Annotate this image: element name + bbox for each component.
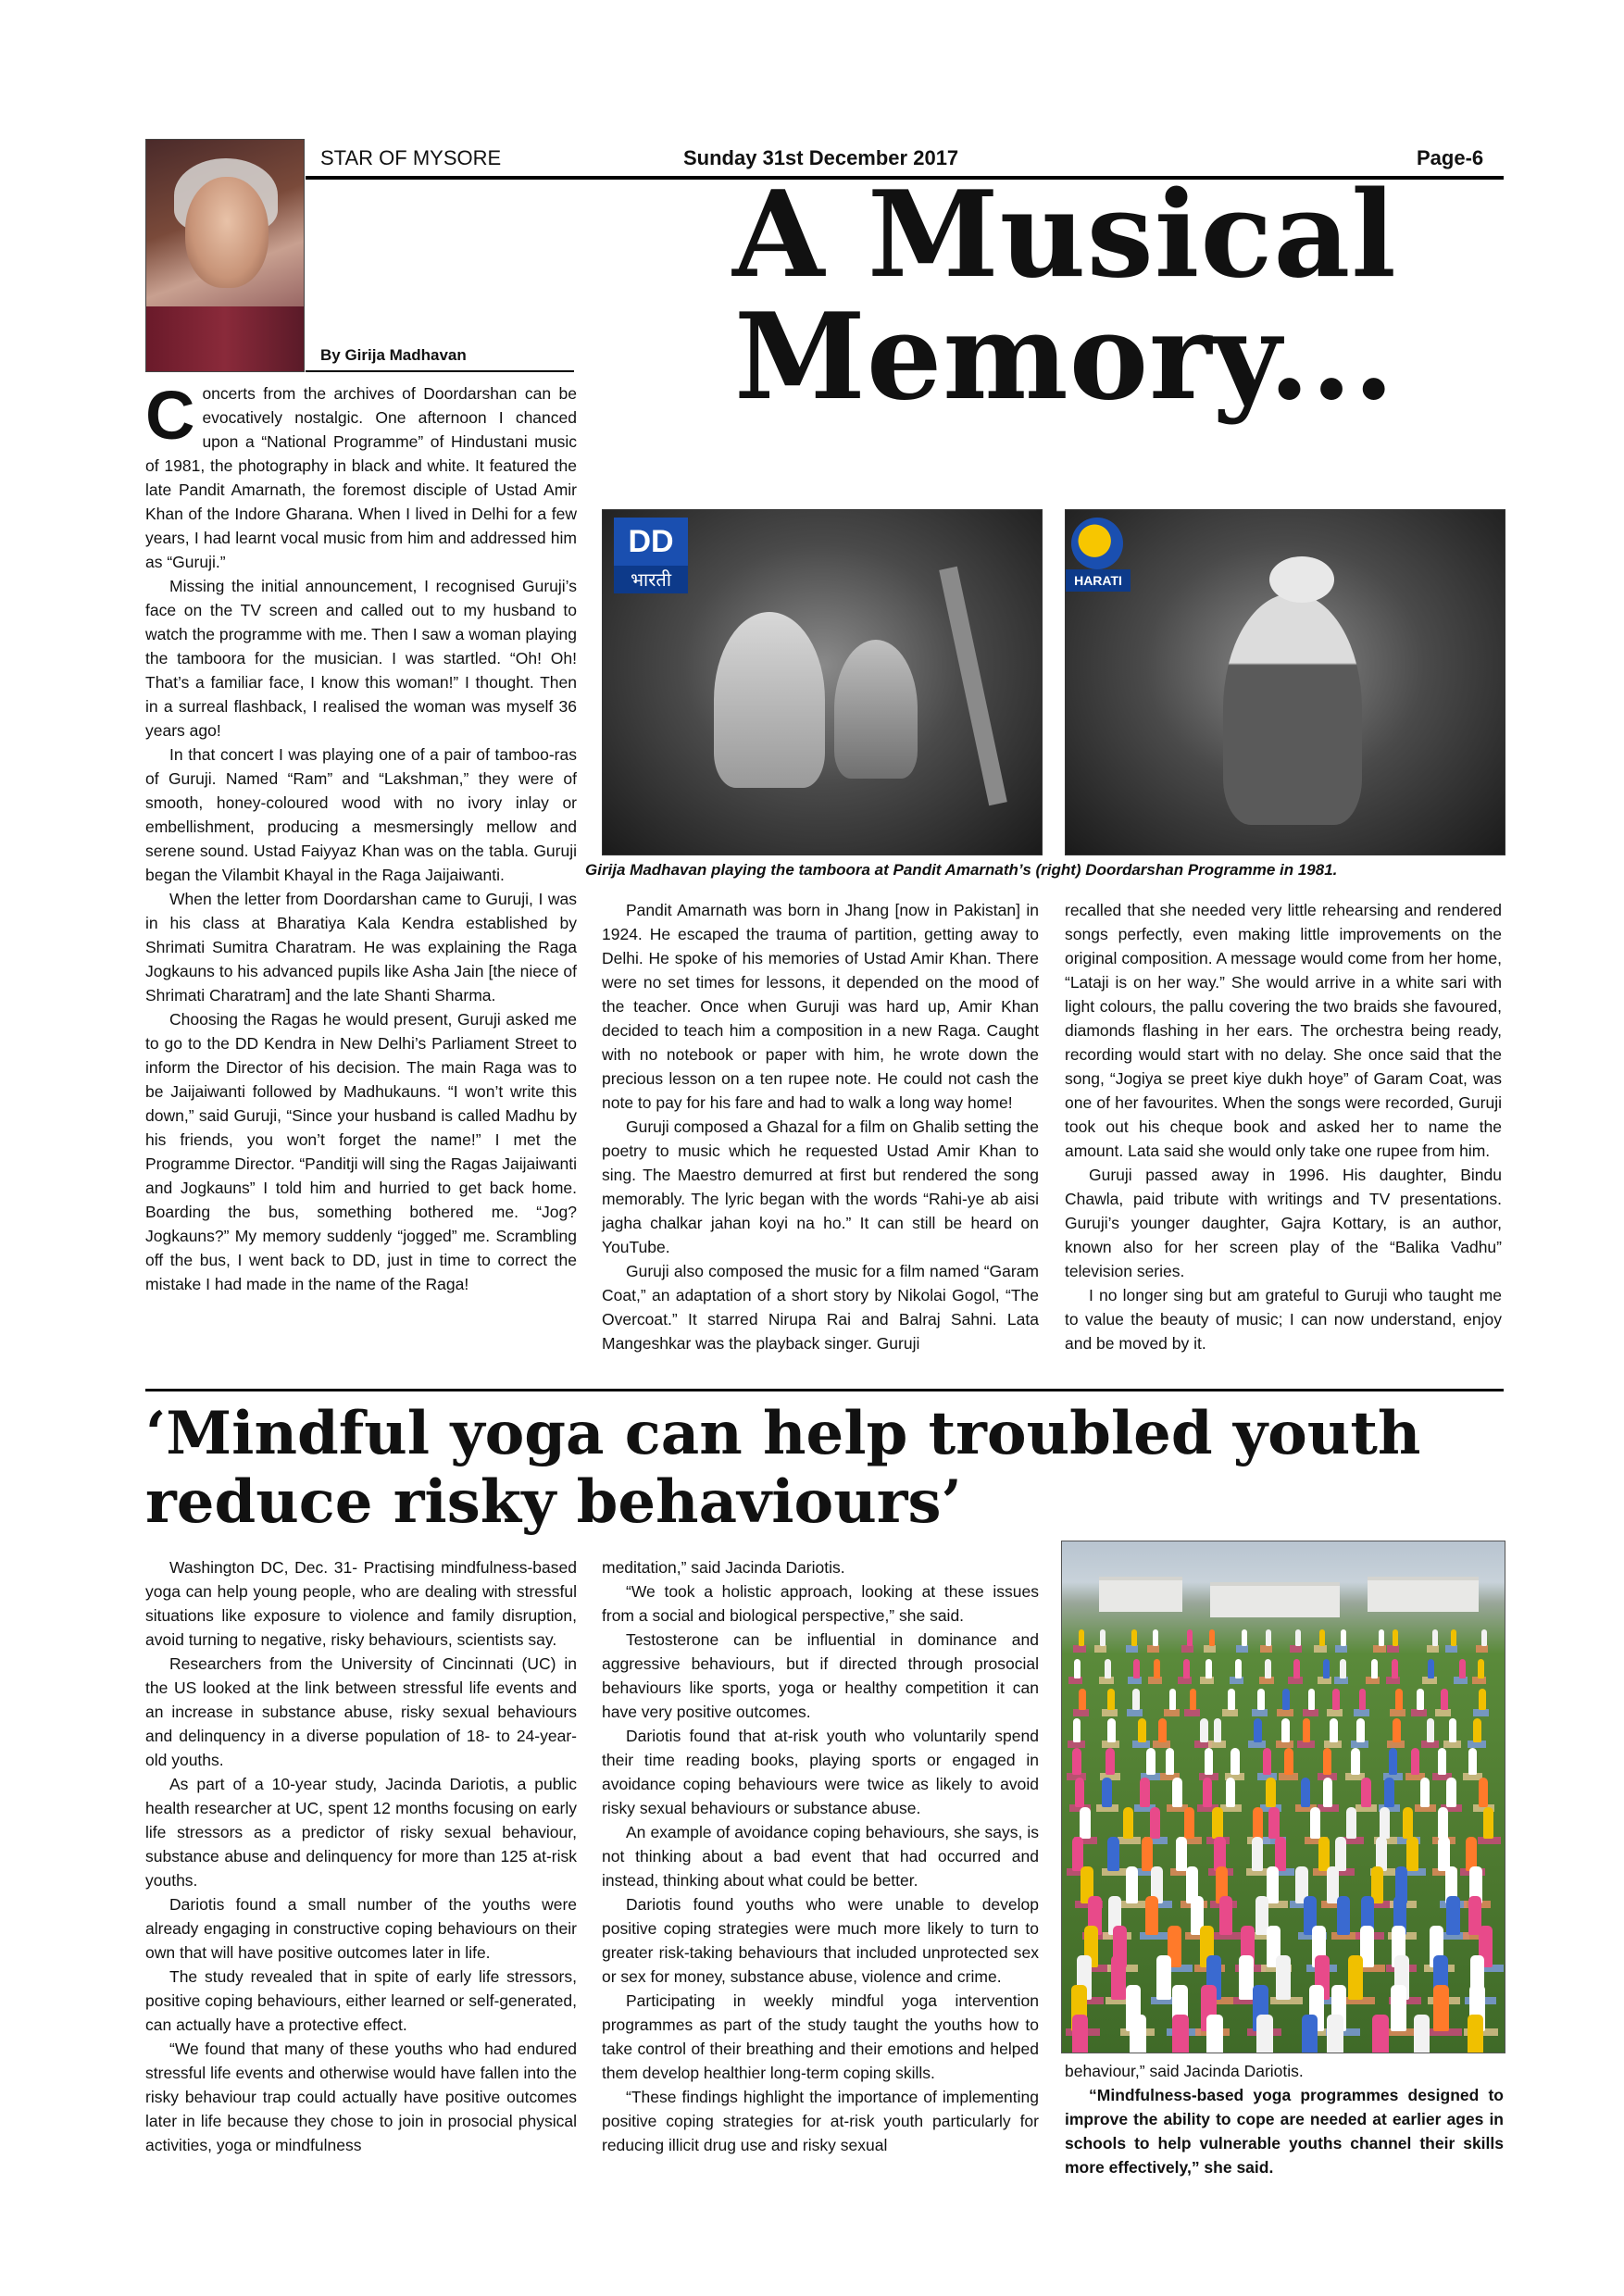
dd-logo: DD bbox=[614, 518, 688, 566]
article1-title-line1: A Musical bbox=[732, 166, 1397, 305]
article2-paragraph: Washington DC, Dec. 31- Practising mindfulness-based yoga can help young people, who are dealing with stressful situations like exposure to violence and family disruption, avoid turning to negative, risky behaviours, scientists say. bbox=[145, 1558, 577, 1649]
masthead-page: Page-6 bbox=[1417, 146, 1484, 169]
yoga-participant bbox=[1433, 1985, 1449, 2031]
yoga-participant bbox=[1441, 1689, 1448, 1710]
yoga-mat bbox=[1184, 1709, 1200, 1716]
yoga-mat bbox=[1387, 1645, 1399, 1653]
yoga-participant bbox=[1379, 1629, 1384, 1646]
yoga-participant bbox=[1428, 1659, 1434, 1678]
yoga-participant bbox=[1145, 1896, 1158, 1935]
yoga-participant bbox=[1072, 2015, 1089, 2053]
yoga-participant bbox=[1190, 1689, 1197, 1710]
article2-title-line1: ‘Mindful yoga can help troubled youth bbox=[145, 1399, 1421, 1468]
yoga-participant bbox=[1138, 1718, 1146, 1742]
yoga-participant bbox=[1459, 1659, 1466, 1678]
article2-column-1 bbox=[145, 1555, 577, 2157]
yoga-participant bbox=[1266, 1629, 1271, 1646]
yoga-participant bbox=[1276, 1955, 1291, 2000]
tamboora-player-figure bbox=[834, 640, 918, 779]
yoga-participant bbox=[1432, 1629, 1438, 1646]
yoga-participant bbox=[1479, 1778, 1489, 1807]
yoga-participant bbox=[1132, 1689, 1140, 1710]
yoga-mat bbox=[1476, 1645, 1488, 1653]
article2-column-2 bbox=[602, 1555, 1039, 2157]
yoga-participant bbox=[1187, 1629, 1193, 1646]
article2-title-line2: reduce risky behaviours’ bbox=[145, 1467, 962, 1537]
author-photo bbox=[145, 139, 305, 372]
palace-building bbox=[1210, 1582, 1340, 1617]
yoga-participant bbox=[1102, 1778, 1112, 1807]
yoga-participant bbox=[1391, 1985, 1406, 2031]
yoga-participant bbox=[1414, 2015, 1430, 2053]
yoga-participant bbox=[1079, 1629, 1084, 1646]
yoga-participant bbox=[1126, 1866, 1138, 1903]
yoga-mat bbox=[1164, 1709, 1180, 1716]
yoga-participant bbox=[1142, 1837, 1153, 1871]
yoga-mat bbox=[1236, 1645, 1248, 1653]
article1-column-1 bbox=[145, 377, 577, 1296]
yoga-participant bbox=[1393, 1718, 1401, 1742]
yoga-mat bbox=[1314, 1645, 1326, 1653]
yoga-participant bbox=[1235, 1659, 1242, 1678]
article1-paragraph: Concerts from the archives of Doordarshan can be evocatively nostalgic. One afternoon I chanced upon a “National Programme” of Hindustani music of 1981, the photography in black and white. It featured the late Pandit Amarnath, the foremost disciple of Ustad Amir Khan of the Indore Gharana. When I lived in Delhi for a few years, I had learnt vocal music from him and addressed him as “Guruji.” bbox=[145, 377, 577, 571]
yoga-participant bbox=[1219, 1896, 1232, 1935]
yoga-participant bbox=[1293, 1659, 1300, 1678]
yoga-participant bbox=[1451, 1629, 1456, 1646]
yoga-mat bbox=[1126, 1645, 1138, 1653]
yoga-participant bbox=[1479, 1689, 1486, 1710]
yoga-participant bbox=[1214, 1718, 1222, 1742]
yoga-participant bbox=[1239, 1955, 1254, 2000]
yoga-participant bbox=[1438, 1748, 1447, 1775]
author-face bbox=[185, 177, 269, 288]
yoga-mat bbox=[1327, 1709, 1343, 1716]
article2-paragraph: Testosterone can be influential in dominance and aggressive behaviours, but if directed through prosocial behaviours like sports, yoga or healthy competition it can have very positive outcomes. bbox=[602, 1630, 1039, 1721]
musician-figure bbox=[714, 612, 825, 788]
photo-caption: Girija Madhavan playing the tamboora at Pandit Amarnath’s (right) Doordarshan Programme in 1981. bbox=[585, 861, 1338, 879]
yoga-participant bbox=[1335, 1837, 1346, 1871]
yoga-participant bbox=[1166, 1748, 1175, 1775]
yoga-participant bbox=[1446, 1778, 1456, 1807]
article1-column-3 bbox=[1065, 898, 1502, 1355]
yoga-participant bbox=[1206, 1659, 1212, 1678]
yoga-mat bbox=[1354, 1709, 1369, 1716]
yoga-participant bbox=[1254, 1718, 1262, 1742]
article2-paragraph: Dariotis found a small number of the youths were already engaging in constructive coping behaviours on their own that will have positive outcomes later in life. bbox=[145, 1895, 577, 1962]
yoga-participant bbox=[1346, 1807, 1356, 1839]
yoga-participant bbox=[1156, 1955, 1171, 2000]
yoga-participant bbox=[1449, 1718, 1457, 1742]
yoga-participant bbox=[1420, 1778, 1430, 1807]
yoga-participant bbox=[1389, 1748, 1398, 1775]
yoga-participant bbox=[1438, 1807, 1448, 1839]
yoga-participant bbox=[1361, 1778, 1371, 1807]
yoga-mat bbox=[1073, 1709, 1089, 1716]
dd-logo-sub: भारती bbox=[614, 566, 688, 593]
article2-paragraph: Participating in weekly mindful yoga intervention programmes as part of the study taught the youths how to take control of their breathing and their emotions and helped them develop healthier long-term coping skills. bbox=[602, 1991, 1039, 2082]
yoga-participant bbox=[1107, 1837, 1118, 1871]
article1-paragraph: I no longer sing but am grateful to Guruji who taught me to value the beauty of music; I can now understand, enjoy and be moved by it. bbox=[1065, 1286, 1502, 1353]
masthead-paper: STAR OF MYSORE bbox=[320, 146, 502, 169]
yoga-participant bbox=[1206, 2015, 1223, 2053]
yoga-participant bbox=[1265, 1659, 1271, 1678]
palace-building bbox=[1368, 1577, 1479, 1612]
yoga-participant bbox=[1158, 1718, 1167, 1742]
yoga-participant bbox=[1330, 1718, 1338, 1742]
article1-paragraph: recalled that she needed very little rehearsing and rendered songs perfectly, even making little improvements on the original composition. A message would come from her home, “Lataji is on her way.” She would arrive in a white sari with light colours, the pallu covering the two braids she favoured, diamonds flashing in her ears. The orchestra being ready, recording would start with no delay. She once said that the song, “Jogiya se preet kiye dukh hoye” of Garam Coat, was one of her favourites. When the songs were recorded, Guruji took out his cheque book and asked her to name the amount. Lata said she would only take one rupee from him. bbox=[1065, 901, 1502, 1160]
yoga-participant bbox=[1203, 1778, 1213, 1807]
yoga-participant bbox=[1301, 1778, 1311, 1807]
yoga-participant bbox=[1123, 1807, 1133, 1839]
yoga-participant bbox=[1356, 1718, 1365, 1742]
yoga-participant bbox=[1131, 1629, 1137, 1646]
yoga-participant bbox=[1371, 1659, 1378, 1678]
author-saree bbox=[146, 306, 304, 371]
yoga-participant bbox=[1380, 1807, 1390, 1839]
yoga-mat bbox=[1222, 1709, 1238, 1716]
yoga-participant bbox=[1403, 1807, 1413, 1839]
yoga-participant bbox=[1226, 1778, 1236, 1807]
yoga-mat bbox=[1260, 1645, 1272, 1653]
yoga-participant bbox=[1140, 1778, 1150, 1807]
yoga-participant bbox=[1481, 1629, 1487, 1646]
yoga-participant bbox=[1406, 1837, 1418, 1871]
yoga-participant bbox=[1106, 1748, 1115, 1775]
yoga-participant bbox=[1172, 2015, 1189, 2053]
yoga-participant bbox=[1212, 1807, 1222, 1839]
dd-logo-right bbox=[1071, 518, 1123, 569]
yoga-participant bbox=[1154, 1659, 1160, 1678]
yoga-participant bbox=[1384, 1778, 1394, 1807]
article2-paragraph: The study revealed that in spite of early life stressors, positive coping behaviours, either learned or self-generated, can actually have a protective effect. bbox=[145, 1967, 577, 2034]
byline-rule bbox=[306, 370, 574, 372]
yoga-participant bbox=[1205, 1748, 1214, 1775]
yoga-participant bbox=[1395, 1689, 1403, 1710]
yoga-participant bbox=[1337, 1896, 1350, 1935]
yoga-mat bbox=[1473, 1709, 1489, 1716]
yoga-participant bbox=[1080, 1807, 1090, 1839]
yoga-participant bbox=[1473, 1718, 1481, 1742]
article2-paragraph: Dariotis found youths who were unable to develop positive coping strategies were much more likely to turn to greater risk-taking behaviours that included unprotected sex or sex for money, substance abuse, violence and crime. bbox=[602, 1895, 1039, 1986]
yoga-participant bbox=[1427, 1718, 1435, 1742]
yoga-participant bbox=[1183, 1659, 1190, 1678]
yoga-photo bbox=[1061, 1541, 1505, 2053]
yoga-participant bbox=[1074, 1659, 1081, 1678]
yoga-participant bbox=[1323, 1748, 1332, 1775]
yoga-participant bbox=[1242, 1629, 1247, 1646]
yoga-participant bbox=[1153, 1629, 1158, 1646]
yoga-participant bbox=[1146, 1748, 1156, 1775]
yoga-participant bbox=[1184, 1807, 1194, 1839]
article1-headline bbox=[639, 166, 1491, 427]
yoga-participant bbox=[1295, 1629, 1301, 1646]
yoga-participant bbox=[1327, 2015, 1343, 2053]
article1-paragraph: Pandit Amarnath was born in Jhang [now in Pakistan] in 1924. He escaped the trauma of partition, getting away to Delhi. He spoke of his memories of Ustad Amir Khan. There were no set times for lessons, it depended on the mood of the teacher. Once when Guruji was hard up, Amir Khan decided to teach him a composition in a new Raga. Caught with no notebook or paper with him, he wrote down the precious lesson on a ten rupee note. He could not cash the note to pay for his fare and had to walk a long way home! bbox=[602, 901, 1039, 1112]
yoga-participant bbox=[1302, 2015, 1318, 2053]
yoga-mat bbox=[1127, 1709, 1143, 1716]
yoga-participant bbox=[1107, 1689, 1115, 1710]
pandit-hair bbox=[1269, 556, 1334, 603]
article1-column-2 bbox=[602, 898, 1039, 1355]
yoga-participant bbox=[1172, 1778, 1182, 1807]
yoga-participant bbox=[1209, 1629, 1215, 1646]
yoga-mat bbox=[1277, 1709, 1293, 1716]
pandit-figure bbox=[1223, 593, 1362, 825]
yoga-participant bbox=[1253, 1807, 1263, 1839]
article2-paragraph: meditation,” said Jacinda Dariotis. bbox=[602, 1558, 845, 1577]
article2-paragraph: behaviour,” said Jacinda Dariotis. bbox=[1065, 2062, 1304, 2080]
yoga-participant bbox=[1341, 1629, 1346, 1646]
yoga-participant bbox=[1111, 1955, 1126, 2000]
yoga-participant bbox=[1340, 1659, 1346, 1678]
yoga-participant bbox=[1468, 1748, 1478, 1775]
yoga-participant bbox=[1275, 1837, 1286, 1871]
article2-paragraph: Dariotis found that at-risk youth who voluntarily spend their time reading books, playing sports or engaged in avoidance coping behaviours were twice as likely to avoid risky sexual behaviours or substance abuse. bbox=[602, 1727, 1039, 1817]
yoga-participant bbox=[1268, 1807, 1279, 1839]
yoga-participant bbox=[1073, 1718, 1081, 1742]
yoga-mat bbox=[1181, 1645, 1193, 1653]
article2-paragraph: “We took a holistic approach, looking at these issues from a social and biological perspective,” she said. bbox=[602, 1582, 1039, 1625]
yoga-participant bbox=[1079, 1689, 1086, 1710]
palace-building bbox=[1099, 1577, 1182, 1612]
article2-column-3 bbox=[1065, 2059, 1504, 2179]
yoga-participant bbox=[1348, 1955, 1363, 2000]
yoga-participant bbox=[1230, 1748, 1240, 1775]
yoga-participant bbox=[1075, 1778, 1085, 1807]
yoga-mat bbox=[1252, 1709, 1268, 1716]
article1-paragraph: Guruji composed a Ghazal for a film on Ghalib setting the poetry to music which he requested Ustad Amir Khan to sing. The Maestro demurred at first but rendered the song memorably. The lyric began with the words “Rahi-ye ab aisi jagha chalkar jahan koyi na ho.” It can still be heard on YouTube. bbox=[602, 1117, 1039, 1256]
yoga-participant bbox=[1284, 1748, 1293, 1775]
article1-paragraph: Choosing the Ragas he would present, Guruji asked me to go to the DD Kendra in New Delhi’s Parliament Street to inform the Director of his decision. The main Raga was to be Jaijaiwanti followed by Madhukauns. “I won’t write this down,” said Guruji, “Since your husband is called Madhu by his friends, you won’t forget the name!” I met the Programme Director. “Panditji will sing the Ragas Jaijaiwanti and Jogkauns” I told him and hurried to get back home. Boarding the bus, something bothered me. “Jog? Jogkauns?” My memory suddenly “jogged” me. Scrambling off the bus, I went back to DD, just in time to correct the mistake I had made in the name of the Raga! bbox=[145, 1010, 577, 1293]
yoga-participant bbox=[1100, 1629, 1106, 1646]
article1-paragraph: Missing the initial announcement, I recognised Guruji’s face on the TV screen and called out to my husband to watch the programme with me. Then I saw a woman playing the tamboora for the musician. I was startled. “Oh! Oh! That’s a familiar face, I know this woman!” I thought. Then in a surreal flashback, I realised the woman was myself 36 years ago! bbox=[145, 577, 577, 740]
yoga-participant bbox=[1256, 2015, 1273, 2053]
yoga-participant bbox=[1072, 1748, 1081, 1775]
article-divider bbox=[145, 1389, 1504, 1391]
yoga-participant bbox=[1446, 1896, 1459, 1935]
article2-paragraph: As part of a 10-year study, Jacinda Dariotis, a public health researcher at UC, spent 12 months focusing on early life stressors as a predictor of risky sexual behaviour, substance abuse and delinquency for more than 125 at-risk youths. bbox=[145, 1775, 577, 1890]
article1-paragraph: Guruji also composed the music for a film named “Garam Coat,” an adaptation of a short story by Nikolai Gogol, “The Overcoat.” It starred Nirupa Rai and Balraj Sahni. Lata Mangeshkar was the playback singer. Guruji bbox=[602, 1262, 1039, 1353]
yoga-participant bbox=[1130, 2015, 1146, 2053]
yoga-participant bbox=[1282, 1689, 1290, 1710]
yoga-participant bbox=[1318, 1837, 1330, 1871]
yoga-participant bbox=[1468, 2015, 1484, 2053]
yoga-participant bbox=[1372, 2015, 1389, 2053]
yoga-participant bbox=[1323, 1659, 1330, 1678]
yoga-participant bbox=[1393, 1629, 1398, 1646]
article2-quote: “Mindfulness-based yoga programmes designed to improve the ability to cope are needed at earlier ages in schools to help vulnerable youths channel their skills more effectively,” she said. bbox=[1065, 2086, 1504, 2177]
article2-paragraph: “We found that many of these youths who had endured stressful life events and otherwise would have fallen into the risky behaviour trap could actually have positive outcomes later in life because they chose to join in prosocial physical activities, yoga or mindfulness bbox=[145, 2040, 577, 2154]
yoga-participant bbox=[1478, 1659, 1484, 1678]
yoga-mat bbox=[1102, 1709, 1118, 1716]
yoga-participant bbox=[1267, 1866, 1279, 1903]
article1-paragraph: When the letter from Doordarshan came to Guruji, I was in his class at Bharatiya Kala Kendra established by Shrimati Sumitra Charatram. He was explaining the Raga Jogkauns to his advanced pupils like Asha Jain [the niece of Shrimati Charatram] and the late Shanti Sharma. bbox=[145, 890, 577, 1004]
masthead-date: Sunday 31st December 2017 bbox=[683, 146, 959, 169]
yoga-participant bbox=[1150, 1807, 1160, 1839]
yoga-participant bbox=[1308, 1689, 1316, 1710]
article2-paragraph: An example of avoidance coping behaviours, she says, is not thinking about a bad event that had occurred and instead, thinking about what could be better. bbox=[602, 1823, 1039, 1890]
yoga-participant bbox=[1483, 1807, 1493, 1839]
yoga-participant bbox=[1359, 1689, 1367, 1710]
yoga-mat bbox=[1411, 1709, 1427, 1716]
yoga-participant bbox=[1169, 1689, 1177, 1710]
yoga-participant bbox=[1411, 1748, 1420, 1775]
yoga-participant bbox=[1252, 1837, 1263, 1871]
yoga-mat bbox=[1435, 1709, 1451, 1716]
article2-paragraph: “These findings highlight the importance of implementing positive coping strategies for at-risk youth particularly for reducing illicit drug use and risky sexual bbox=[602, 2088, 1039, 2154]
yoga-participant bbox=[1266, 1778, 1276, 1807]
yoga-participant bbox=[1263, 1748, 1272, 1775]
yoga-participant bbox=[1310, 1807, 1320, 1839]
yoga-participant bbox=[1319, 1629, 1325, 1646]
article2-paragraph: Researchers from the University of Cincinnati (UC) in the US looked at the link between stressful life events and an increase in substance abuse, risky sexual behaviours and delinquency in a diverse population of 18- to 24-year-old youths. bbox=[145, 1654, 577, 1769]
tv-photo-left bbox=[602, 509, 1043, 855]
yoga-participant bbox=[1351, 1748, 1360, 1775]
yoga-participant bbox=[1200, 1718, 1208, 1742]
yoga-participant bbox=[1332, 1689, 1340, 1710]
yoga-participant bbox=[1257, 1689, 1265, 1710]
yoga-mat bbox=[1303, 1709, 1318, 1716]
yoga-participant bbox=[1303, 1718, 1311, 1742]
dd-logo-right-sub: HARATI bbox=[1066, 569, 1131, 592]
tv-photo-right bbox=[1065, 509, 1505, 855]
article1-paragraph: Guruji passed away in 1996. His daughter, Bindu Chawla, paid tribute with writings and TV presentations. Guruji’s younger daughter, Gajra Kottary, is an author, known also for her screen play of the “Balika Vadhu” television series. bbox=[1065, 1166, 1502, 1280]
yoga-mat bbox=[1390, 1709, 1405, 1716]
article2-headline bbox=[145, 1400, 1506, 1537]
yoga-participant bbox=[1133, 1659, 1140, 1678]
yoga-participant bbox=[1228, 1689, 1235, 1710]
yoga-participant bbox=[1105, 1659, 1111, 1678]
yoga-participant bbox=[1417, 1689, 1424, 1710]
byline: By Girija Madhavan bbox=[320, 346, 467, 364]
yoga-participant bbox=[1072, 1837, 1083, 1871]
yoga-participant bbox=[1176, 1837, 1187, 1871]
yoga-participant bbox=[1107, 1718, 1116, 1742]
article1-paragraph: In that concert I was playing one of a pair of tamboo-ras of Guruji. Named “Ram” and “Lakshman,” they were of smooth, honey-coloured wood with no ivory inlay or embellishment, producing a mesmersingly mellow and serene sound. Ustad Faiyyaz Khan was on the tabla. Guruji began the Vilambit Khayal in the Raga Jaijaiwanti. bbox=[145, 745, 577, 884]
yoga-participant bbox=[1323, 1778, 1333, 1807]
article1-title-line2: Memory... bbox=[734, 288, 1395, 427]
yoga-mat bbox=[1427, 1645, 1439, 1653]
dropcap: C bbox=[145, 377, 195, 454]
yoga-participant bbox=[1392, 1659, 1398, 1678]
yoga-participant bbox=[1281, 1718, 1290, 1742]
